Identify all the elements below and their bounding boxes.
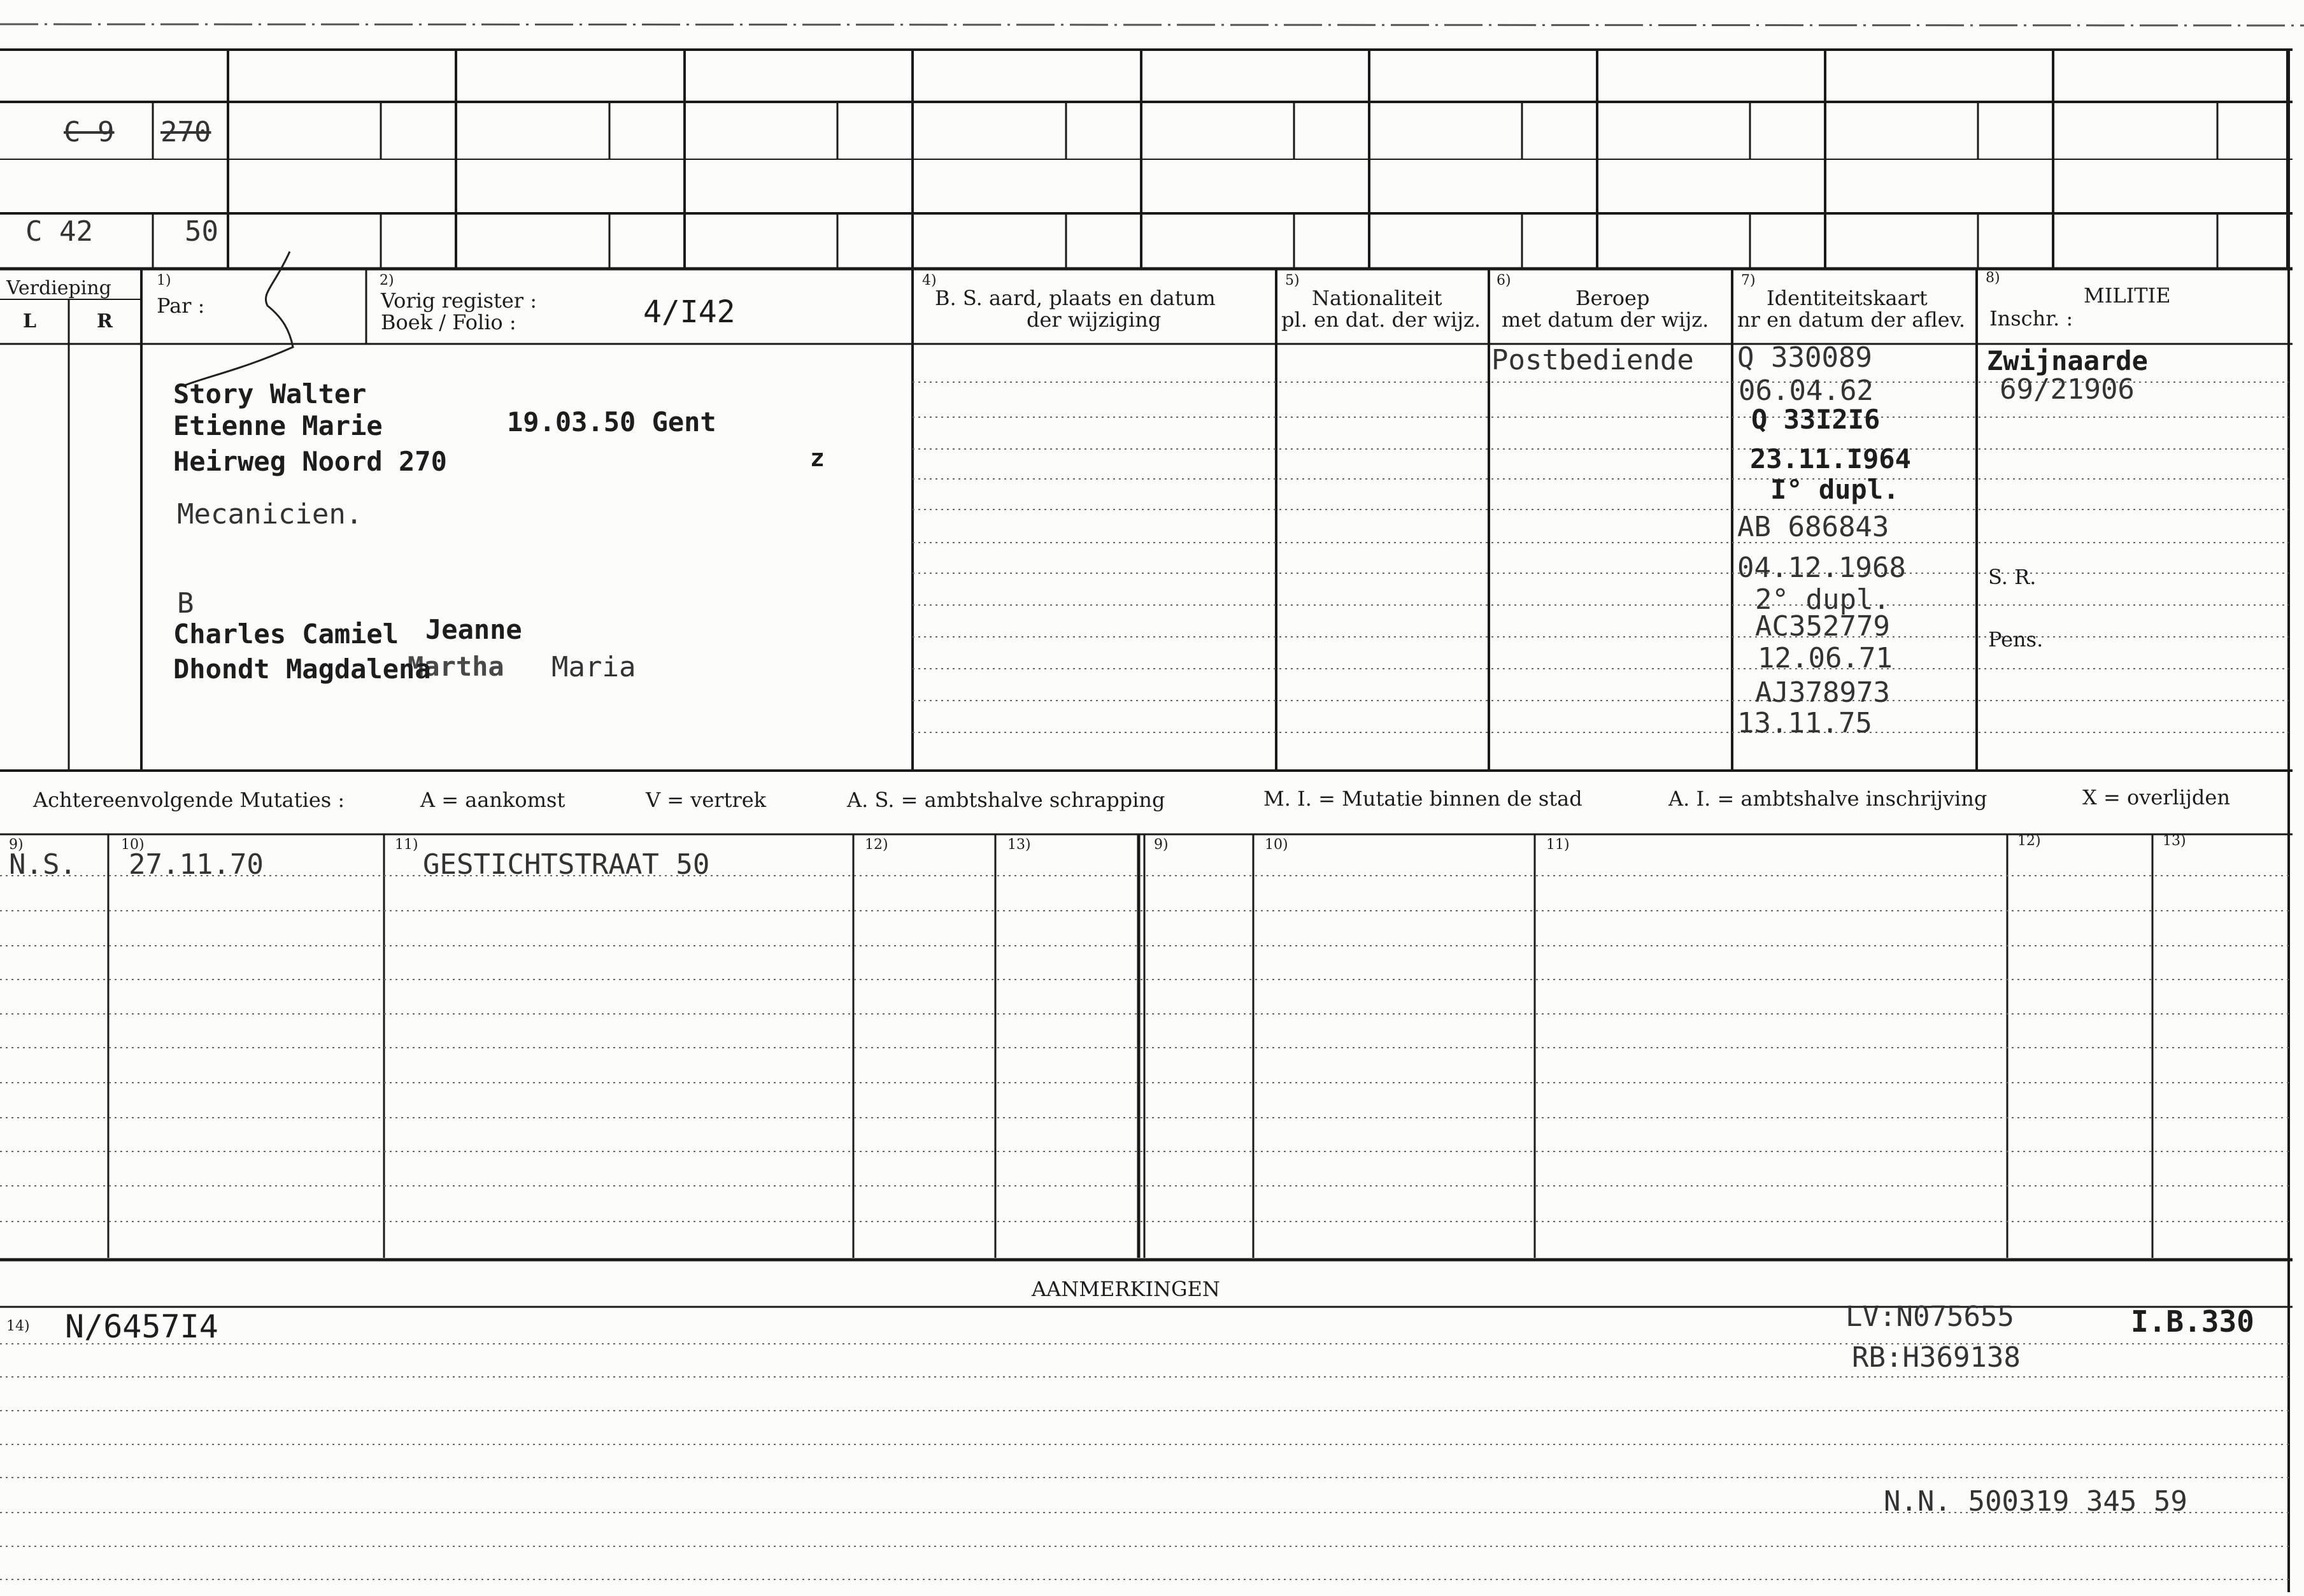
id-entry: Q 330089 [1737,341,1872,374]
mutation-col-number: 10) [121,837,145,853]
id-entry: AJ378973 [1755,676,1890,709]
id-header-line1: Identiteitskaart [1767,286,1928,310]
bs-col-number: 4) [922,273,937,289]
par-label: Par : [157,294,205,318]
mutation-col-number: 12) [2017,833,2041,849]
legend-overlijden: X = overlijden [2082,785,2230,809]
boek-folio-value: 4/I42 [643,294,736,330]
person-address: Heirweg Noord 270 [173,446,447,477]
beroep-header-line1: Beroep [1575,286,1650,310]
verdieping-label: Verdieping [6,277,111,299]
person-surname-firstname: Story Walter [173,378,367,410]
left-floor-label: L [23,310,37,332]
beroep-header-line2: met datum der wijz. [1502,308,1709,332]
pens-label: Pens. [1988,627,2044,652]
sr-label: S. R. [1988,565,2037,589]
vorig-register-label: Vorig register : [381,289,537,313]
id-entry: 04.12.1968 [1737,552,1906,584]
legend-schrapping: A. S. = ambtshalve schrapping [847,788,1165,812]
person-birth: 19.03.50 Gent [507,406,716,438]
mother-overtype: Martha [408,651,504,682]
id-header-line2: nr en datum der aflev. [1737,308,1966,332]
par-col-number: 1) [157,273,171,289]
current-house-number: 50 [185,215,218,248]
mutation-date: 27.11.70 [129,848,264,881]
mother-name: Dhondt Magdalena [173,653,431,685]
bs-header-line2: der wijziging [1027,308,1162,332]
id-entry: AB 686843 [1737,511,1889,543]
nat-header-line2: pl. en dat. der wijz. [1281,308,1481,332]
father-jeanne: Jeanne [425,614,522,645]
militie-col-number: 8) [1986,270,2000,286]
id-entry: 13.11.75 [1737,707,1872,739]
rb-number: RB:H369138 [1852,1341,2021,1374]
right-floor-label: R [97,310,113,332]
mutation-address: GESTICHTSTRAAT 50 [423,848,710,881]
aanmerkingen-col-number: 14) [6,1318,30,1334]
id-col-number: 7) [1741,273,1756,289]
legend-inschrijving: A. I. = ambtshalve inschrijving [1668,787,1988,811]
nat-header-line1: Nationaliteit [1312,286,1442,310]
ib-number: I.B.330 [2131,1304,2254,1339]
mutaties-title: Achtereenvolgende Mutaties : [33,788,345,812]
id-entry: AC352779 [1755,610,1890,643]
old-house-number: 270 [160,116,211,148]
father-name: Charles Camiel [173,618,399,650]
mutation-col-number: 12) [865,837,888,853]
mutation-col-number: 11) [395,837,418,853]
id-entry: 2° dupl. [1755,583,1890,616]
id-entry: Q 33I2I6 [1751,404,1881,435]
national-number: N.N. 500319 345 59 [1884,1485,2187,1518]
id-entry: I° dupl. [1770,474,1900,505]
nat-col-number: 5) [1285,273,1300,289]
id-entry: 12.06.71 [1758,642,1893,674]
bs-header-line1: B. S. aard, plaats en datum [935,286,1216,310]
mutation-col-number: 11) [1546,837,1570,853]
mutation-col-number: 13) [2163,833,2186,849]
person-trade: Mecanicien. [177,498,363,531]
mutation-col-number: 9) [1154,837,1169,853]
legend-vertrek: V = vertrek [646,788,767,812]
beroep-value: Postbediende [1491,344,1694,376]
mutation-col-number: 13) [1007,837,1031,853]
militie-header: MILITIE [2084,283,2171,308]
inschr-label: Inschr. : [1989,306,2073,331]
parents-marker: B [177,587,194,620]
aanmerkingen-code: N/6457I4 [65,1308,218,1345]
militie-number: 69/21906 [2000,373,2135,406]
person-mark-z: z [810,444,825,472]
legend-mutatie-stad: M. I. = Mutatie binnen de stad [1263,787,1582,811]
aanmerkingen-title: AANMERKINGEN [1032,1277,1220,1301]
beroep-col-number: 6) [1497,273,1511,289]
militie-place: Zwijnaarde [1987,345,2148,376]
boek-folio-label: Boek / Folio : [381,310,516,334]
mother-maria: Maria [551,651,636,683]
mutation-col-number: 9) [9,837,24,853]
person-middle-names: Etienne Marie [173,410,383,441]
current-section-code: C 42 [25,215,93,248]
old-section-code: C 9 [64,116,115,148]
legend-aankomst: A = aankomst [420,788,565,812]
id-entry: 23.11.I964 [1750,443,1911,474]
mutation-type: N.S. [9,848,76,881]
mutation-col-number: 10) [1265,837,1288,853]
vorig-col-number: 2) [380,273,394,289]
lv-number: LV:N075655 [1845,1300,2014,1333]
id-entry: 06.04.62 [1739,374,1874,407]
